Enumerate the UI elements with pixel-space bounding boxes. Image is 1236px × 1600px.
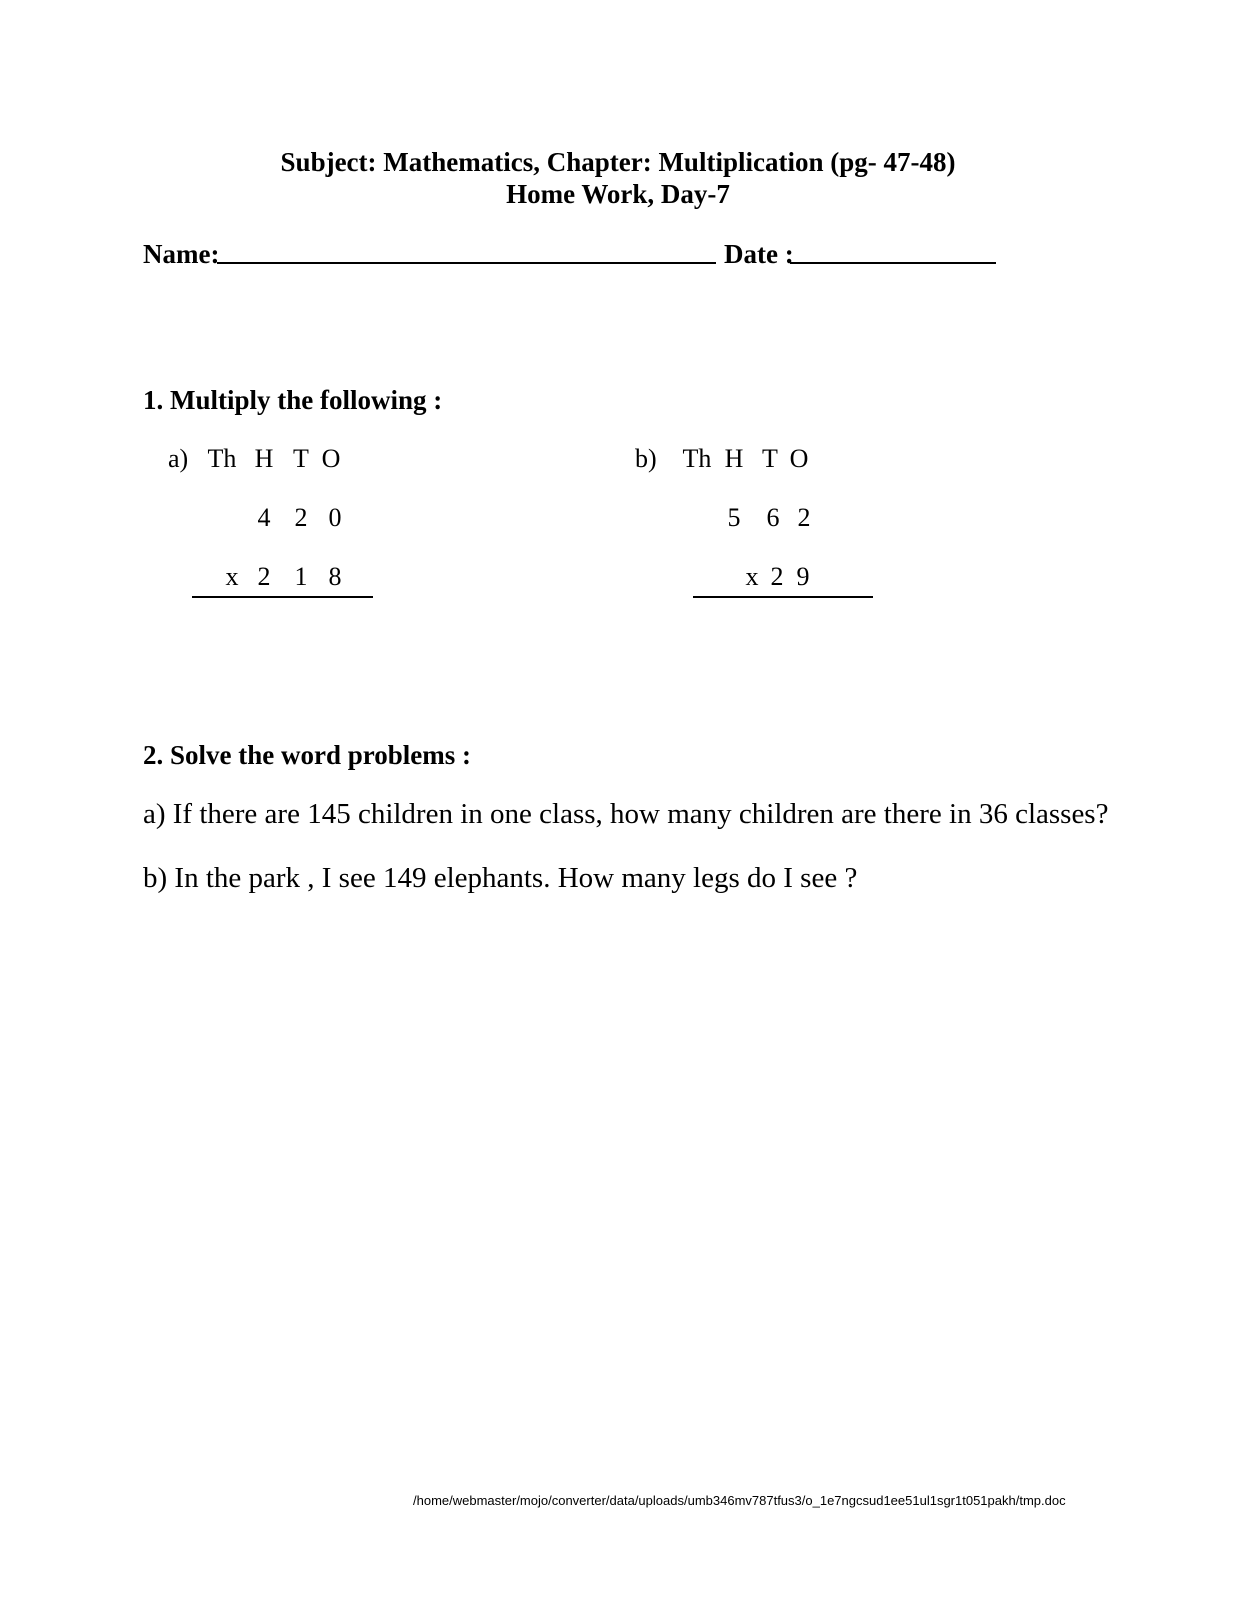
answer-rule — [192, 596, 373, 598]
place-header-t: T — [762, 444, 778, 473]
multiplicand-digit: 2 — [294, 503, 308, 532]
multiplier-digit: 2 — [257, 562, 271, 591]
multiplicand-digit: 0 — [328, 503, 342, 532]
date-blank-line[interactable] — [790, 262, 996, 264]
multiply-sign: x — [225, 562, 239, 591]
place-header-o: O — [321, 444, 341, 473]
multiplicand-digit: 5 — [727, 503, 741, 532]
multiplicand-digit: 2 — [797, 503, 811, 532]
page-title: Subject: Mathematics, Chapter: Multiplication (pg- 47-48) — [280, 147, 956, 177]
place-header-th: Th — [207, 444, 237, 473]
word-problem-b: b) In the park , I see 149 elephants. How many legs do I see ? — [143, 862, 858, 894]
multiplier-digit: 8 — [328, 562, 342, 591]
multiply-sign: x — [745, 562, 759, 591]
date-label: Date : — [724, 239, 794, 269]
multiplicand-digit: 6 — [766, 503, 780, 532]
place-header-t: T — [293, 444, 309, 473]
footer-file-path: /home/webmaster/mojo/converter/data/uploads/umb346mv787tfus3/o_1e7ngcsud1ee51ul1sgr1t051pakh/tmp.doc — [413, 1493, 1066, 1508]
section1-heading: 1. Multiply the following : — [143, 385, 443, 415]
place-header-h: H — [724, 444, 744, 473]
problem-label: a) — [168, 444, 189, 473]
place-header-th: Th — [682, 444, 712, 473]
name-label: Name: — [143, 239, 220, 269]
problem-label: b) — [635, 444, 657, 473]
answer-rule — [693, 596, 873, 598]
section2-heading: 2. Solve the word problems : — [143, 740, 471, 770]
multiplier-digit: 9 — [796, 562, 810, 591]
name-blank-line[interactable] — [217, 262, 716, 264]
word-problem-a: a) If there are 145 children in one class, how many children are there in 36 classes? — [143, 798, 1109, 830]
multiplicand-digit: 4 — [257, 503, 271, 532]
place-header-h: H — [254, 444, 274, 473]
multiplier-digit: 1 — [294, 562, 308, 591]
page-subtitle: Home Work, Day-7 — [506, 179, 730, 209]
place-header-o: O — [789, 444, 809, 473]
multiplier-digit: 2 — [770, 562, 784, 591]
